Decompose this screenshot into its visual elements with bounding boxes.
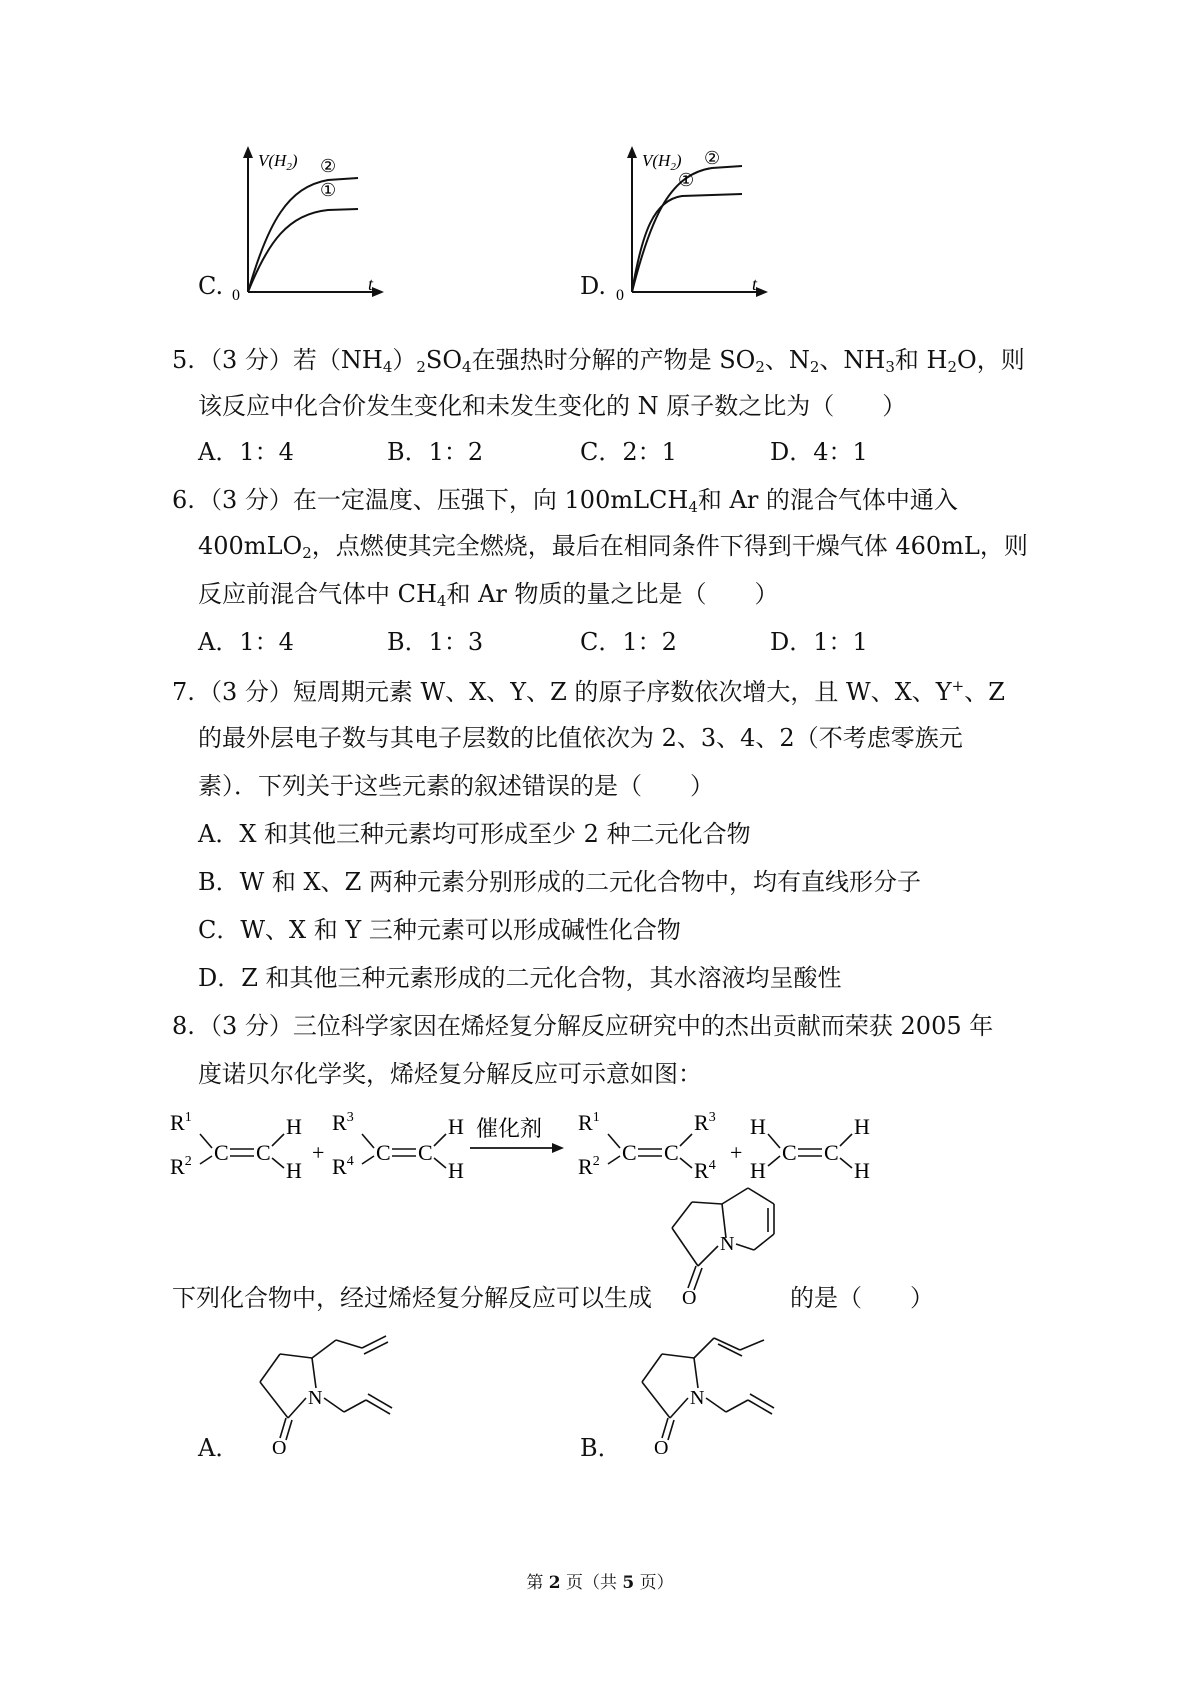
plus-sign: + xyxy=(312,1140,325,1165)
o-atom: O xyxy=(272,1437,287,1459)
q6-line1: （3 分）在一定温度、压强下，向 100mLCH$_4$和 Ar 的混合气体中通入 xyxy=(198,486,958,516)
h-atom: H xyxy=(286,1114,302,1139)
q6-option-d[interactable]: D．1：1 xyxy=(770,628,868,656)
q7-line2: 的最外层电子数与其电子层数的比值依次为 2、3、4、2（不考虑零族元 xyxy=(198,724,963,752)
r3-label: $R^3$ xyxy=(332,1110,354,1135)
h-atom: H xyxy=(750,1158,766,1183)
q5-number: 5. xyxy=(172,346,195,374)
c-atom: C xyxy=(376,1140,391,1165)
option-a-structure[interactable] xyxy=(240,1330,410,1460)
target-bicyclic-lactam-structure xyxy=(660,1180,790,1310)
n-atom: N xyxy=(308,1387,323,1409)
q6-line3: 反应前混合气体中 $CH_4$和 Ar 物质的量之比是（ ） xyxy=(198,580,779,610)
graph-d-y-axis: $V(H_2)$ xyxy=(642,151,682,173)
graph-d-origin: 0 xyxy=(616,287,624,302)
q8-prompt-b: 的是（ ） xyxy=(790,1284,934,1312)
q5-line2: 该反应中化合价发生变化和未发生变化的 N 原子数之比为（ ） xyxy=(198,392,907,420)
h-atom: H xyxy=(448,1158,464,1183)
q5-line1: （3 分）若$(NH_4)_2SO_4$在强热时分解的产物是 $SO_2$、$N_2$、$NH_3$和 $H_2O$，则 xyxy=(198,346,1025,376)
page-footer: 第 2 页（共 5 页） xyxy=(526,1573,674,1593)
option-c-label: C. xyxy=(198,272,224,300)
q7-line1: （3 分）短周期元素 W、X、Y、Z 的原子序数依次增大，且 W、X、Y+、Z xyxy=(198,677,1005,706)
h-atom: H xyxy=(448,1114,464,1139)
r4-label: $R^4$ xyxy=(694,1158,716,1183)
q7-line3: 素）．下列关于这些元素的叙述错误的是（ ） xyxy=(198,772,714,800)
q7-option-a[interactable]: A．X 和其他三种元素均可形成至少 2 种二元化合物 xyxy=(198,820,751,848)
q8-line1: （3 分）三位科学家因在烯烃复分解反应研究中的杰出贡献而荣获 2005 年 xyxy=(198,1012,994,1040)
c-atom: C xyxy=(664,1140,679,1165)
q5-option-d[interactable]: D．4：1 xyxy=(770,438,868,466)
r2-label: $R^2$ xyxy=(170,1154,192,1179)
graph-c-origin: 0 xyxy=(232,287,240,302)
graph-d-curve-label-2: ② xyxy=(704,148,721,168)
o-atom: O xyxy=(654,1437,669,1459)
q7-number: 7. xyxy=(172,678,195,706)
q6-option-c[interactable]: C．1：2 xyxy=(580,628,677,656)
c-atom: C xyxy=(256,1140,271,1165)
c-atom: C xyxy=(214,1140,229,1165)
q7-option-c[interactable]: C．W、X 和 Y 三种元素可以形成碱性化合物 xyxy=(198,916,681,944)
graph-c-y-axis: $V(H_2)$ xyxy=(258,151,298,173)
q8-line2: 度诺贝尔化学奖，烯烃复分解反应可示意如图： xyxy=(198,1060,702,1088)
h-atom: H xyxy=(286,1158,302,1183)
c-atom: C xyxy=(824,1140,839,1165)
reaction-arrow-head xyxy=(552,1143,564,1153)
q5-option-b[interactable]: B．1：2 xyxy=(387,438,484,466)
option-d-label: D. xyxy=(580,272,607,300)
q8-number: 8. xyxy=(172,1012,195,1040)
graph-c-curve-label-1: ① xyxy=(320,180,337,200)
graph-d-x-axis: t xyxy=(752,274,758,294)
graph-d-curve-label-1: ① xyxy=(678,170,695,190)
h-atom: H xyxy=(750,1114,766,1139)
q5-option-c[interactable]: C．2：1 xyxy=(580,438,677,466)
c-atom: C xyxy=(622,1140,637,1165)
graph-c-x-axis: t xyxy=(368,274,374,294)
q6-number: 6. xyxy=(172,486,195,514)
r1-label: $R^1$ xyxy=(578,1110,600,1135)
metathesis-reaction-scheme xyxy=(170,1100,950,1190)
r4-label: $R^4$ xyxy=(332,1154,354,1179)
h-atom: H xyxy=(854,1114,870,1139)
r1-label: $R^1$ xyxy=(170,1110,192,1135)
h-atom: H xyxy=(854,1158,870,1183)
q8-option-b-label[interactable]: B． xyxy=(580,1434,622,1462)
c-atom: C xyxy=(782,1140,797,1165)
graph-c xyxy=(228,142,388,302)
q5-option-a[interactable]: A．1：4 xyxy=(198,438,294,466)
q8-prompt-a: 下列化合物中，经过烯烃复分解反应可以生成 xyxy=(172,1284,652,1312)
r2-label: $R^2$ xyxy=(578,1154,600,1179)
n-atom: N xyxy=(690,1387,705,1409)
q6-option-b[interactable]: B．1：3 xyxy=(387,628,484,656)
r3-label: $R^3$ xyxy=(694,1110,716,1135)
plus-sign: + xyxy=(730,1140,743,1165)
graph-c-curve-label-2: ② xyxy=(320,156,337,176)
option-b-structure[interactable] xyxy=(622,1330,792,1460)
catalyst-label: 催化剂 xyxy=(476,1116,543,1141)
graph-d xyxy=(612,142,772,302)
n-atom: N xyxy=(720,1233,735,1255)
q6-line2: 400mLO$_2$，点燃使其完全燃烧，最后在相同条件下得到干燥气体 460mL，则 xyxy=(198,532,1028,562)
q6-option-a[interactable]: A．1：4 xyxy=(198,628,294,656)
o-atom: O xyxy=(682,1287,697,1309)
q8-option-a-label[interactable]: A． xyxy=(198,1434,240,1462)
q7-option-d[interactable]: D．Z 和其他三种元素形成的二元化合物，其水溶液均呈酸性 xyxy=(198,964,842,992)
c-atom: C xyxy=(418,1140,433,1165)
q7-option-b[interactable]: B．W 和 X、Z 两种元素分别形成的二元化合物中，均有直线形分子 xyxy=(198,868,921,896)
